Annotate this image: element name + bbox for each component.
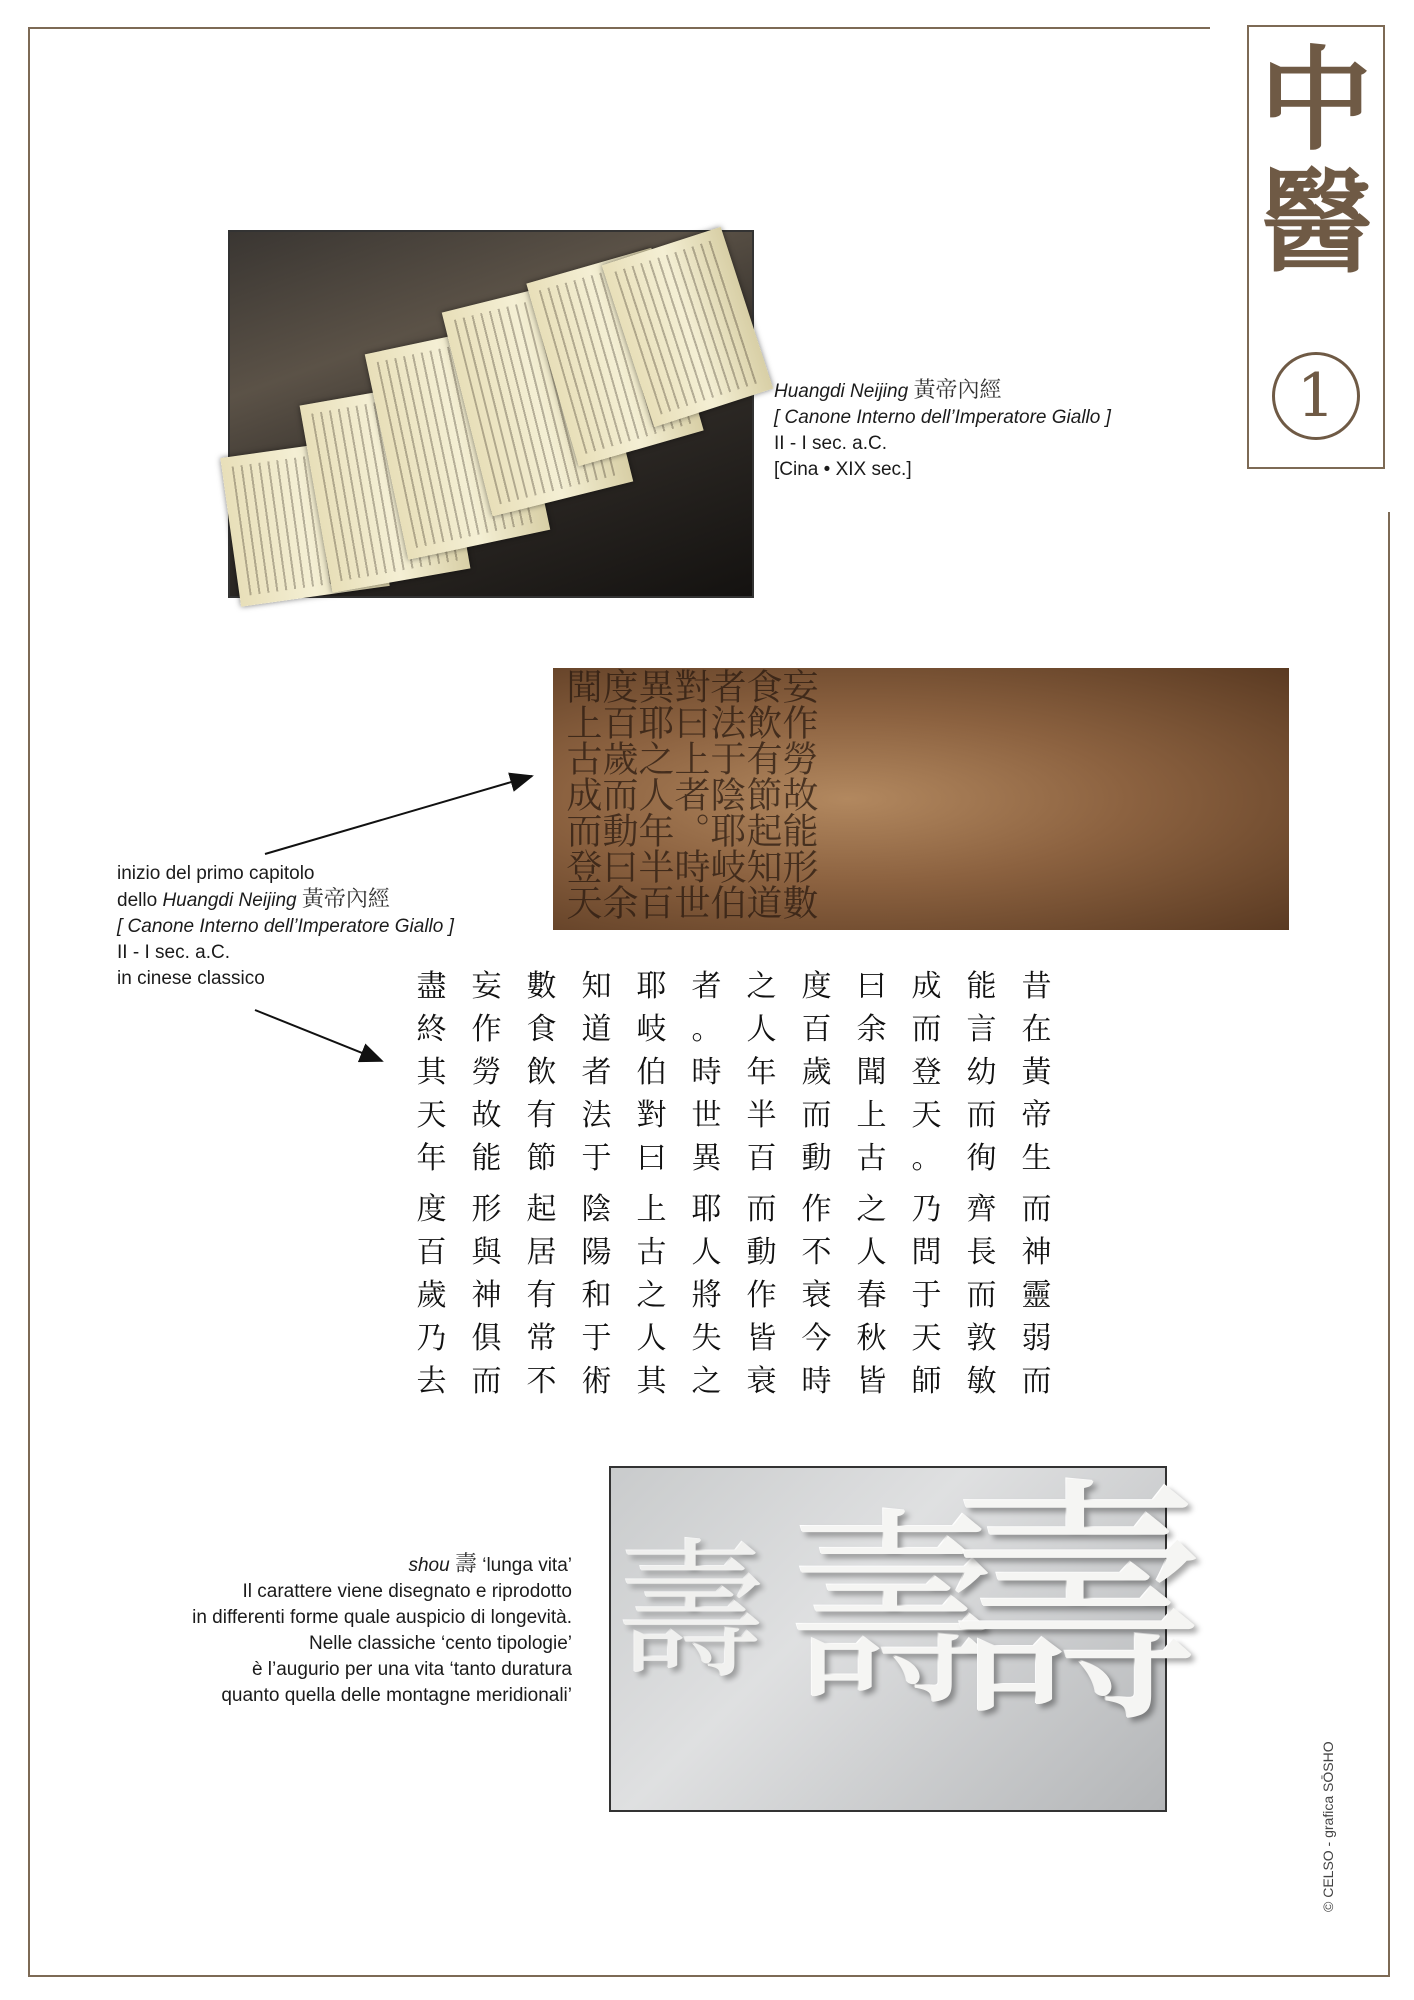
carved-glyphs: 妄作勞故能形數食飲有節起知道者法于陰耶岐伯對曰上者。時世異耶之人年半百度百歲而動曰余聞上古成而登天 (561, 668, 818, 920)
caption-line: Il carattere viene disegnato e riprodotto (242, 1581, 572, 1602)
frame-top-line (28, 27, 1210, 29)
book-name: Huangdi Neijing (774, 381, 909, 402)
book-name: Huangdi Neijing (162, 890, 297, 911)
book-name-cjk: 黃帝內經 (913, 378, 1002, 403)
caption-shou (112, 1552, 572, 1709)
chapter-number: 1 (1272, 352, 1360, 440)
book-subtitle: [ Canone Interno dell’Imperatore Giallo ] (774, 407, 1111, 428)
shou-meaning: ‘lunga vita’ (482, 1555, 572, 1576)
book-subtitle: [ Canone Interno dell’Imperatore Giallo ] (117, 916, 454, 937)
caption-line: è l’augurio per una vita ‘tanto duratura (251, 1659, 572, 1680)
title-box (1247, 25, 1385, 469)
frame-right-line (1388, 512, 1390, 1977)
text-column: 昔 在 黃 帝 生 而 神 靈 弱 而 (1021, 969, 1052, 1399)
relief-glyph: 壽 (616, 1526, 767, 1700)
text-column: 耶 岐 伯 對 曰 上 古 之 人 其 (636, 969, 667, 1399)
arrow-to-text (255, 1010, 382, 1061)
caption-prefix: dello (117, 890, 158, 911)
frame-left-line (28, 27, 30, 1977)
text-column: 者 。 時 世 異 耶 人 將 失 之 (691, 969, 722, 1399)
book-date: II - I sec. a.C. (774, 433, 887, 454)
text-column: 妄 作 勞 故 能 形 與 神 俱 而 (471, 969, 502, 1399)
shou-cjk: 壽 (454, 1552, 477, 1577)
text-column: 數 食 飲 有 節 起 居 有 常 不 (526, 969, 557, 1399)
caption-line: in differenti forme quale auspicio di longevità. (192, 1607, 572, 1628)
text-column: 度 百 歲 而 動 作 不 衰 今 時 (801, 969, 832, 1399)
photo-carved-text (553, 668, 1289, 930)
text-column: 曰 余 聞 上 古 之 人 春 秋 皆 (856, 969, 887, 1399)
caption-huangdi-neijing-book (774, 378, 1111, 483)
book-name-cjk: 黃帝內經 (301, 887, 390, 912)
text-column: 知 道 者 法 于 陰 陽 和 于 術 (581, 969, 612, 1399)
credit-text: © CELSO - grafica SŌSHO (1320, 1741, 1336, 1912)
relief-glyph: 壽 (946, 1457, 1206, 1759)
relief-glyph: 壽 (786, 1490, 997, 1735)
frame-bottom-line (28, 1975, 1390, 1977)
text-column: 盡 終 其 天 年 度 百 歲 乃 去 (416, 969, 447, 1399)
language-note: in cinese classico (117, 968, 265, 989)
text-column: 之 人 年 半 百 而 動 作 皆 衰 (746, 969, 777, 1399)
photo-shou-relief (609, 1457, 1206, 1812)
classical-chinese-text (404, 965, 1064, 1403)
caption-line: inizio del primo capitolo (117, 863, 315, 884)
arrow-to-photo (265, 776, 532, 854)
caption-line: Nelle classiche ‘cento tipologie’ (309, 1633, 572, 1654)
title-char-yi: 醫 (1260, 157, 1372, 288)
book-origin: [Cina • XIX sec.] (774, 459, 912, 480)
book-date: II - I sec. a.C. (117, 942, 230, 963)
photo-ancient-books (228, 230, 754, 598)
caption-line: quanto quella delle montagne meridionali’ (221, 1685, 572, 1706)
title-char-zhong: 中 (1260, 35, 1372, 166)
text-column: 成 而 登 天 。 乃 問 于 天 師 (911, 969, 942, 1399)
text-column: 能 言 幼 而 徇 齊 長 而 敦 敏 (966, 969, 997, 1399)
shou-word: shou (408, 1555, 450, 1576)
